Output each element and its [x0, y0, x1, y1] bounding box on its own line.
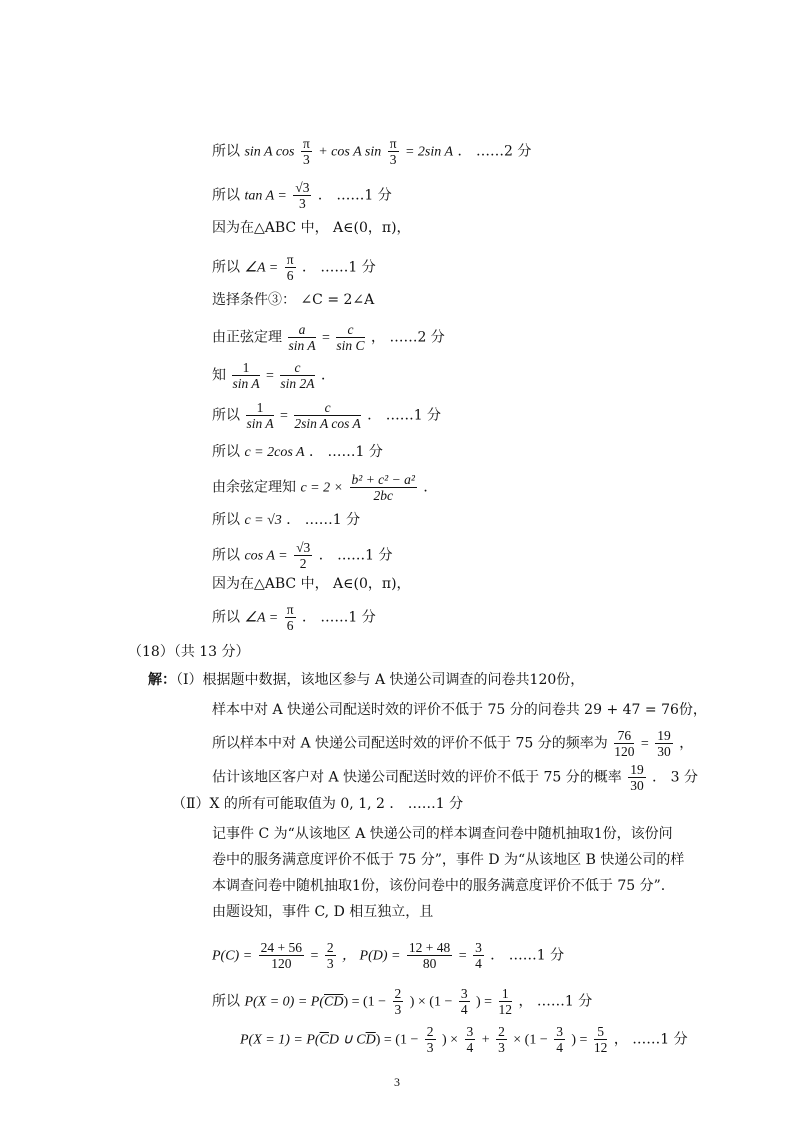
- px1-line: $P(X = 1) = P(\overline{C}D$ ∪ $C\overline{D}) = (1$ − $\frac{2}{3}$ ) × $\frac{3}{4}$ + $\frac{2}{3}$ × (1 − $\frac{3}{4}$ ) = $\frac{5}{12}$ ， ……1 分: [240, 1024, 688, 1055]
- part-1-line-3: 所以样本中对 A 快递公司配送时效的评价不低于 75 分的频率为 $\frac{76}{120}$ = $\frac{19}{30}$ ，: [212, 728, 694, 759]
- fraction: $\frac{19}{30}$: [657, 728, 671, 759]
- fraction: $\frac{\text{b² + c² − a²}}{2bc}$: [351, 472, 415, 503]
- fraction: $\frac{c}{\text{sin C}}$: [336, 322, 365, 353]
- fraction: $\frac{3}{4}$: [475, 940, 482, 971]
- fraction: $\frac{a}{\text{sin A}}$: [288, 322, 316, 353]
- answer-label: 解：: [148, 672, 176, 688]
- px0-line: 所以 $P(X = 0) = P(\overline{CD}) = (1$ − $\frac{2}{3}$ ) × (1 − $\frac{3}{4}$ ) = $\frac{1}{12}$ ， ……1 分: [212, 986, 593, 1017]
- fraction: $\frac{\pi}{6}$: [286, 252, 294, 283]
- fraction: $\frac{24 + 56}{120}$: [260, 940, 302, 971]
- line-1: 所以 sin A cos $\frac{\pi}{3}$ + cos A sin $\frac{\pi}{3}$ = 2sin A ． ……2 分: [212, 136, 532, 167]
- fraction: $\frac{19}{30}$: [630, 762, 644, 793]
- line-12: 所以 cos A = $\frac{√3}{2}$ ． ……1 分: [212, 540, 393, 571]
- fraction: $\frac{1}{\text{sin A}}$: [232, 360, 260, 391]
- fraction: $\frac{3}{4}$: [466, 1024, 474, 1055]
- line-4: 所以 ∠A = $\frac{\pi}{6}$ ． ……1 分: [212, 252, 376, 283]
- line-3: 因为在△ABC 中， A∈(0，π)，: [212, 220, 411, 236]
- fraction: $\frac{12 + 48}{80}$: [408, 940, 451, 971]
- line-10: 由余弦定理知 c = 2 × $\frac{\text{b² + c² − a²}}{2bc}$ ．: [212, 472, 438, 503]
- fraction: $\frac{2}{3}$: [498, 1024, 505, 1055]
- fraction: $\frac{√3}{3}$: [295, 180, 310, 211]
- fraction: $\frac{2}{3}$: [326, 940, 334, 971]
- part-1-line-2: 样本中对 A 快递公司配送时效的评价不低于 75 分的问卷共 29 + 47 = 76份，: [212, 702, 707, 718]
- line-2: 所以 tan A = $\frac{√3}{3}$ ． ……1 分: [212, 180, 392, 211]
- part-2-line-5: 由题设知，事件 C, D 相互独立，且: [212, 904, 434, 920]
- line-13: 因为在△ABC 中， A∈(0，π)，: [212, 576, 411, 592]
- line-8: 所以 $\frac{1}{\text{sin A}}$ = $\frac{c}{\text{2sin A cos A}}$ ． ……1 分: [212, 400, 442, 431]
- fraction: $\frac{2}{3}$: [426, 1024, 434, 1055]
- line-6: 由正弦定理 $\frac{a}{\text{sin A}}$ = $\frac{c}{\text{sin C}}$ ， ……2 分: [212, 322, 445, 353]
- fraction: $\frac{3}{4}$: [460, 986, 468, 1017]
- fraction: $\frac{√3}{2}$: [296, 540, 311, 571]
- fraction: $\frac{\pi}{6}$: [286, 602, 294, 633]
- fraction: $\frac{1}{12}$: [498, 986, 513, 1017]
- part-2-line-2: 记事件 C 为“从该地区 A 快递公司的样本调查问卷中随机抽取1份，该份问: [212, 826, 673, 842]
- part-2-line-4: 本调查问卷中随机抽取1份，该份问卷中的服务满意度评价不低于 75 分”.: [212, 878, 666, 894]
- fraction: $\frac{c}{\text{2sin A cos A}}$: [294, 400, 361, 431]
- fraction: $\frac{\pi}{3}$: [389, 136, 397, 167]
- line-5: 选择条件③： ∠C = 2∠A: [212, 292, 375, 308]
- fraction: $\frac{3}{4}$: [556, 1024, 563, 1055]
- page-number: 3: [394, 1075, 400, 1089]
- part-1-line-4: 估计该地区客户对 A 快递公司配送时效的评价不低于 75 分的概率 $\frac{19}{30}$ ． 3 分: [212, 762, 698, 793]
- probability-line: P(C) = $\frac{24 + 56}{120}$ = $\frac{2}{3}$ ， P(D) = $\frac{12 + 48}{80}$ = $\frac{3}{4}$ ． ……1 分: [212, 940, 565, 971]
- line-14: 所以 ∠A = $\frac{\pi}{6}$ ． ……1 分: [212, 602, 376, 633]
- part-2-line-3: 卷中的服务满意度评价不低于 75 分”，事件 D 为“从该地区 B 快递公司的样: [212, 852, 685, 868]
- fraction: $\frac{5}{12}$: [593, 1024, 608, 1055]
- part-1-line-1: 解：（Ⅰ）根据题中数据，该地区参与 A 快递公司调查的问卷共120份，: [148, 672, 585, 688]
- line-11: 所以 c = √3 ． ……1 分: [212, 512, 361, 528]
- fraction: $\frac{c}{\sin 2A}$: [280, 360, 315, 391]
- question-18-header: （18）（共 13 分）: [128, 644, 250, 660]
- part-2-line-1: （Ⅱ）X 的所有可能取值为 0, 1, 2 ． ……1 分: [172, 796, 464, 812]
- fraction: $\frac{1}{\text{sin A}}$: [246, 400, 274, 431]
- line-9: 所以 c = 2cos A ． ……1 分: [212, 444, 383, 460]
- fraction: $\frac{\pi}{3}$: [302, 136, 310, 167]
- fraction: $\frac{76}{120}$: [614, 728, 635, 759]
- fraction: $\frac{2}{3}$: [394, 986, 402, 1017]
- line-7: 知 $\frac{1}{\text{sin A}}$ = $\frac{c}{\sin 2A}$ ．: [212, 360, 335, 391]
